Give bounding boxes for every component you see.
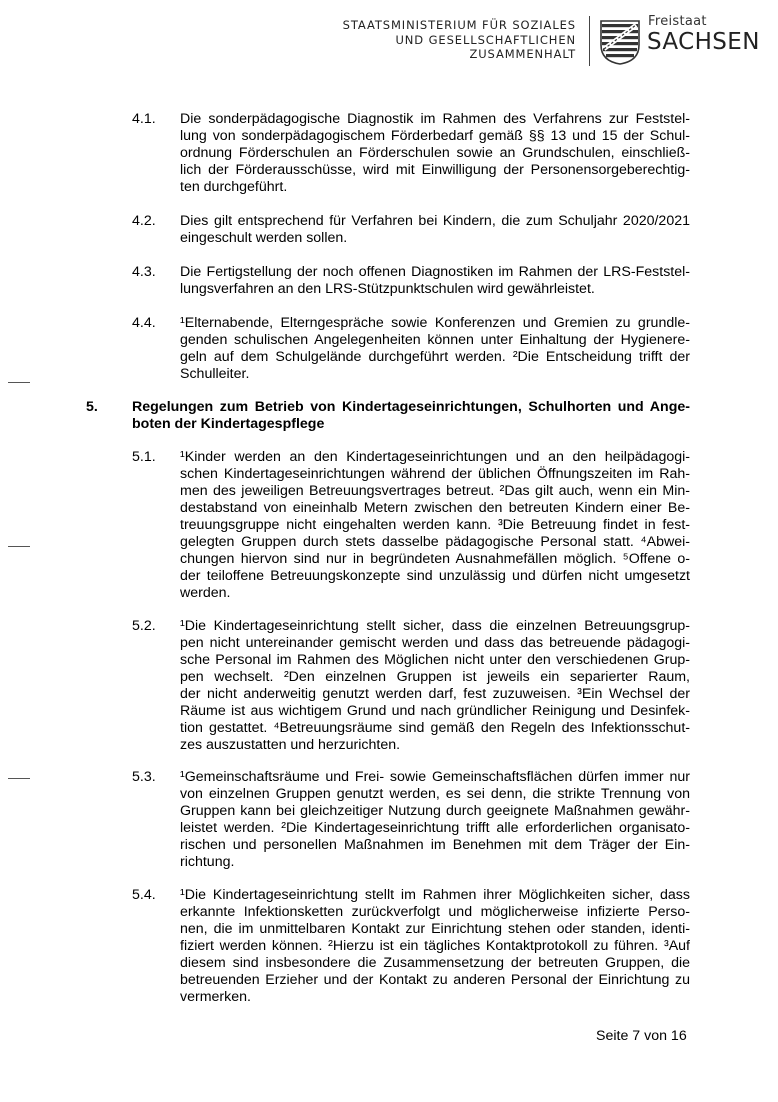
coat-of-arms-saxony-icon — [600, 19, 640, 65]
paragraph-text — [180, 315, 690, 383]
text-line: schen Kindertageseinrichtungen während der üblichen Öffnungszeiten im Rah- — [180, 466, 690, 482]
text-line: eingeschult werden sollen. — [180, 230, 348, 246]
text-line: erkannte Infektionsketten zurückverfolgt und möglicherweise infizierte Perso- — [180, 904, 690, 920]
text-line: gelegten Gruppen durch stets dasselbe pädagogische Personal statt. ⁴Abwei- — [180, 534, 690, 550]
section-number: 5. — [86, 399, 98, 415]
paragraph-text — [180, 618, 690, 754]
text-line: Die sonderpädagogische Diagnostik im Rahmen des Verfahrens zur Feststel- — [180, 111, 690, 127]
paragraph-text — [180, 769, 690, 871]
paragraph-number: 5.3. — [132, 769, 156, 785]
text-line: Räume ist aus wichtigem Grund und nach gründlicher Reinigung und Desinfek- — [180, 703, 690, 719]
text-line: ten durchgeführt. — [180, 179, 288, 195]
ministry-name — [343, 18, 576, 62]
paragraph-text — [180, 111, 690, 196]
text-line: treuungsgruppe nicht eingehalten werden kann. ³Die Betreuung findet in fest- — [180, 517, 690, 533]
text-line: ¹Die Kindertageseinrichtung stellt sicher, dass die einzelnen Betreuungsgrup- — [180, 618, 690, 634]
text-line: pen wechselt. ²Den einzelnen Gruppen ist jeweils ein separierter Raum, — [180, 669, 690, 685]
ministry-line-3: ZUSAMMENHALT — [469, 47, 576, 61]
paragraph-number: 5.4. — [132, 887, 156, 903]
paragraph-number: 4.3. — [132, 264, 156, 280]
text-line: geln auf dem Schulgelände durchgeführt werden. ²Die Entscheidung trifft der — [180, 349, 690, 365]
paragraph-number: 4.4. — [132, 315, 156, 331]
ministry-line-1: STAATSMINISTERIUM FÜR SOZIALES — [342, 18, 576, 32]
text-line: Schulleiter. — [180, 366, 250, 382]
text-line: richtung. — [180, 854, 235, 870]
paragraph-number: 4.1. — [132, 111, 156, 127]
text-line: nen, die im unmittelbaren Kontakt zur Einrichtung stehen oder standen, identi- — [180, 921, 690, 937]
text-line: leistet werden. ²Die Kindertageseinrichtung trifft alle erforderlichen organisato- — [180, 820, 690, 836]
text-line: diesem sind insbesondere die Zusammensetzung der betreuten Gruppen, die — [180, 955, 690, 971]
ministry-line-2: UND GESELLSCHAFTLICHEN — [395, 32, 576, 47]
paragraph-number: 4.2. — [132, 213, 156, 229]
paragraph-number: 5.1. — [132, 449, 156, 465]
margin-mark — [8, 546, 30, 547]
text-line: lung von sonderpädagogischem Förderbedarf gemäß §§ 13 und 15 der Schul- — [180, 128, 690, 144]
sachsen-label: SACHSEN — [647, 29, 760, 55]
margin-mark — [8, 778, 30, 779]
freistaat-label: Freistaat — [648, 14, 707, 29]
text-line: ¹Die Kindertageseinrichtung stellt im Rahmen ihrer Möglichkeiten sicher, dass — [180, 887, 690, 903]
text-line: lich der Förderausschüsse, wird mit Einwilligung der Personensorgeberechtig- — [180, 162, 690, 178]
text-line: Gruppen kann bei gleichzeitiger Nutzung durch geeignete Maßnahmen gewähr- — [180, 803, 690, 819]
section-title-line: boten der Kindertagespflege — [132, 416, 325, 432]
text-line: ordnung Förderschulen an Förderschulen sowie an Grundschulen, einschließ- — [180, 145, 690, 161]
text-line: men des jeweiligen Betreuungsvertrages betreut. ²Das gilt auch, wenn ein Min- — [180, 483, 690, 499]
text-line: der nicht anderweitig genutzt werden darf, fest zuzuweisen. ³Ein Wechsel der — [180, 686, 690, 702]
section-title-line: Regelungen zum Betrieb von Kindertageseinrichtungen, Schulhorten und Ange- — [132, 399, 690, 415]
text-line: chungen hiervon sind nur in begründeten Ausnahmefällen möglich. ⁵Offene o- — [180, 551, 690, 567]
text-line: Dies gilt entsprechend für Verfahren bei Kindern, die zum Schuljahr 2020/2021 — [180, 213, 690, 229]
paragraph-text — [180, 213, 690, 247]
text-line: ¹Elternabende, Elterngespräche sowie Konferenzen und Gremien zu grundle- — [180, 315, 690, 331]
text-line: zes auszustatten und herzurichten. — [180, 737, 401, 753]
text-line: Die Fertigstellung der noch offenen Diagnostiken im Rahmen der LRS-Feststel- — [180, 264, 690, 280]
text-line: pen nicht untereinander gemischt werden und dass das betreuende pädagogi- — [180, 635, 690, 651]
text-line: genden schulischen Angelegenheiten können unter Einhaltung der Hygienere- — [180, 332, 690, 348]
text-line: ¹Kinder werden an den Kindertageseinrichtungen und an den heilpädagogi- — [180, 449, 690, 465]
text-line: tion gestattet. ⁴Betreuungsräume sind gemäß den Regeln des Infektionsschut- — [180, 720, 690, 736]
text-line: der teiloffene Betreuungskonzepte sind unzulässig und dürfen nicht umgesetzt — [180, 568, 690, 584]
text-line: sche Personal im Rahmen des Möglichen nicht unter den verschiedenen Grup- — [180, 652, 690, 668]
text-line: von einzelnen Gruppen genutzt werden, es sei denn, die strikte Trennung von — [180, 786, 690, 802]
text-line: werden. — [180, 585, 231, 601]
text-line: ¹Gemeinschaftsräume und Frei- sowie Gemeinschaftsflächen dürfen immer nur — [180, 769, 690, 785]
text-line: rischen und personellen Maßnahmen im Benehmen mit dem Träger der Ein- — [180, 837, 690, 853]
text-line: fiziert werden können. ²Hierzu ist ein tägliches Kontaktprotokoll zu führen. ³Auf — [180, 938, 690, 954]
paragraph-text — [180, 264, 690, 298]
paragraph-text — [180, 449, 690, 602]
section-title — [132, 399, 690, 433]
text-line: vermerken. — [180, 989, 251, 1005]
text-line: destabstand von eineinhalb Metern zwischen den betreuten Kindern einer Be- — [180, 500, 690, 516]
paragraph-text — [180, 887, 690, 1006]
margin-mark — [8, 382, 30, 383]
header-divider — [589, 16, 590, 66]
text-line: betreuenden Erzieher und der Kontakt zu anderen Personal der Einrichtung zu — [180, 972, 690, 988]
page-number: Seite 7 von 16 — [596, 1028, 687, 1044]
text-line: lungsverfahren an den LRS-Stützpunktschulen wird gewährleistet. — [180, 281, 595, 297]
paragraph-number: 5.2. — [132, 618, 156, 634]
